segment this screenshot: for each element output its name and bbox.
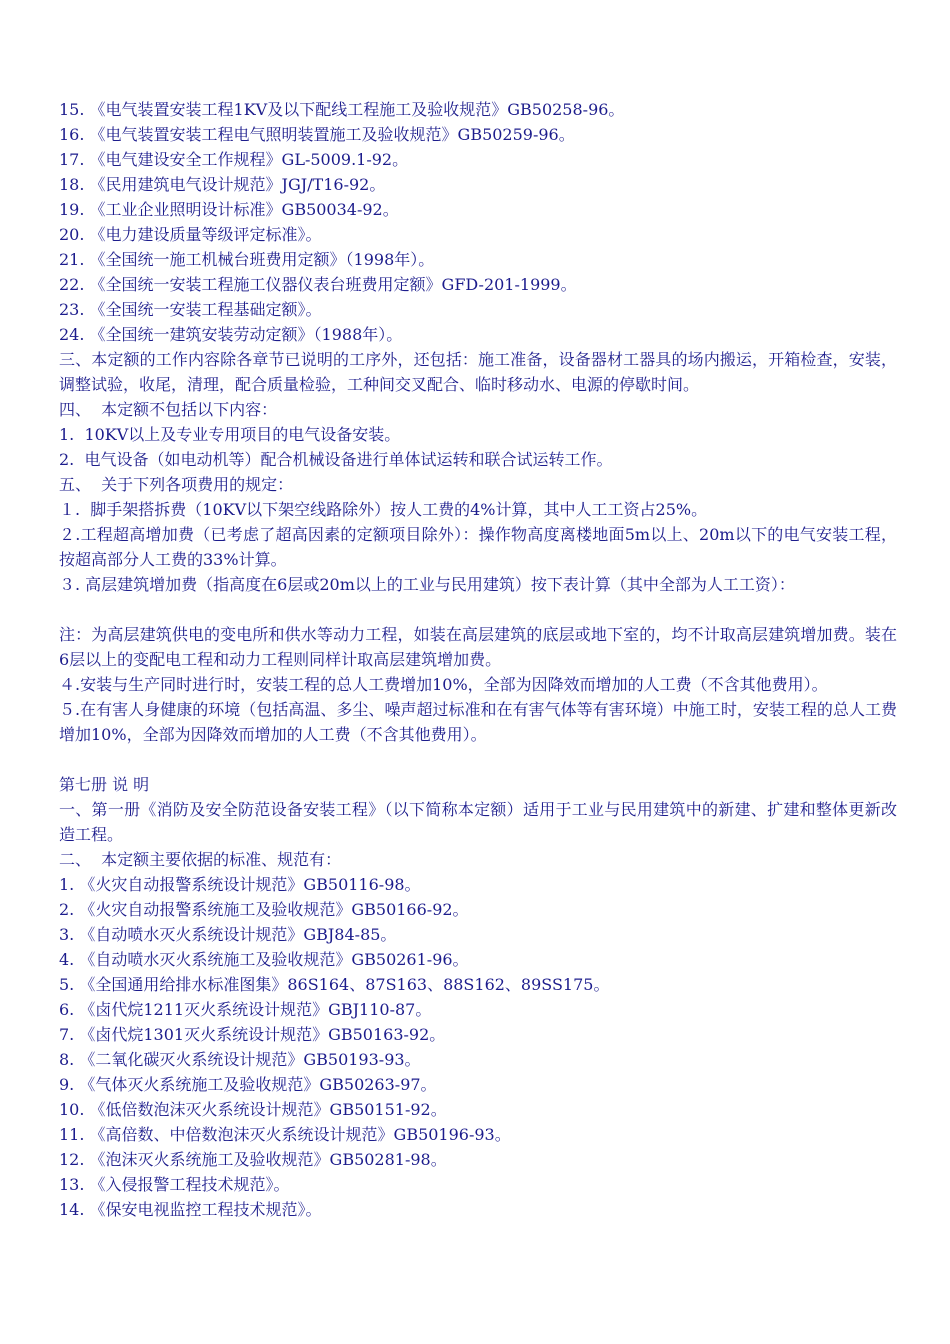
reference-item: 20. 《电力建设质量等级评定标准》。: [59, 225, 322, 244]
section-b-clause-1: 一、第一册《消防及安全防范设备安装工程》（以下简称本定额）适用于工业与民用建筑中的新建、扩建和整体更新改造工程。: [59, 800, 897, 844]
clause-5-title: 五、 关于下列各项费用的规定：: [59, 475, 294, 494]
reference-item: 24. 《全国统一建筑安装劳动定额》（1988年）。: [59, 325, 403, 344]
standard-item: 1. 《火灾自动报警系统设计规范》GB50116-98。: [59, 875, 421, 894]
fee-item-2: ２.工程超高增加费（已考虑了超高因素的定额项目除外）：操作物高度离楼地面5m以上、20m以下的电气安装工程，按超高部分人工费的33%计算。: [59, 525, 897, 569]
reference-item: 19. 《工业企业照明设计标准》GB50034-92。: [59, 200, 399, 219]
standard-item: 3. 《自动喷水灭火系统设计规范》GBJ84-85。: [59, 925, 397, 944]
standard-item: 10. 《低倍数泡沫灭火系统设计规范》GB50151-92。: [59, 1100, 447, 1119]
standard-item: 12. 《泡沫灭火系统施工及验收规范》GB50281-98。: [59, 1150, 447, 1169]
standard-item: 14. 《保安电视监控工程技术规范》。: [59, 1200, 322, 1219]
reference-item: 21. 《全国统一施工机械台班费用定额》（1998年）。: [59, 250, 435, 269]
standard-item: 8. 《二氧化碳灭火系统设计规范》GB50193-93。: [59, 1050, 421, 1069]
reference-item: 18. 《民用建筑电气设计规范》JGJ/T16-92。: [59, 175, 386, 194]
blank-line: [59, 597, 897, 622]
fee-item-3: ３. 高层建筑增加费（指高度在6层或20m以上的工业与民用建筑）按下表计算（其中全部为人工工资）：: [59, 575, 795, 594]
standard-item: 9. 《气体灭火系统施工及验收规范》GB50263-97。: [59, 1075, 437, 1094]
fee-item-1: １. 脚手架搭拆费（10KV以下架空线路除外）按人工费的4%计算，其中人工工资占25%。: [59, 500, 708, 519]
clause-4-title: 四、 本定额不包括以下内容：: [59, 400, 278, 419]
fee-item-5: ５.在有害人身健康的环境（包括高温、多尘、噪声超过标准和在有害气体等有害环境）中施工时，安装工程的总人工费增加10%，全部为因降效而增加的人工费（不含其他费用）。: [59, 700, 897, 744]
document-body: [59, 97, 897, 1222]
section-b-clause-2-title: 二、 本定额主要依据的标准、规范有：: [59, 850, 342, 869]
reference-item: 17. 《电气建设安全工作规程》GL-5009.1-92。: [59, 150, 409, 169]
standard-item: 13. 《入侵报警工程技术规范》。: [59, 1175, 290, 1194]
clause-3-paragraph: 三、本定额的工作内容除各章节已说明的工序外，还包括：施工准备，设备器材工器具的场内搬运，开箱检查，安装，调整试验，收尾，清理，配合质量检验，工种间交叉配合、临时移动水、电源的停歇时间。: [59, 350, 897, 394]
reference-item: 15. 《电气装置安装工程1KV及以下配线工程施工及验收规范》GB50258-96。: [59, 100, 625, 119]
standard-item: 11. 《高倍数、中倍数泡沫灭火系统设计规范》GB50196-93。: [59, 1125, 511, 1144]
reference-item: 16. 《电气装置安装工程电气照明装置施工及验收规范》GB50259-96。: [59, 125, 575, 144]
section-heading: 第七册 说 明: [59, 775, 150, 794]
standard-item: 4. 《自动喷水灭火系统施工及验收规范》GB50261-96。: [59, 950, 469, 969]
reference-item: 23. 《全国统一安装工程基础定额》。: [59, 300, 322, 319]
reference-item: 22. 《全国统一安装工程施工仪器仪表台班费用定额》GFD-201-1999。: [59, 275, 577, 294]
standard-item: 2. 《火灾自动报警系统施工及验收规范》GB50166-92。: [59, 900, 469, 919]
standard-item: 5. 《全国通用给排水标准图集》86S164、87S163、88S162、89SS175。: [59, 975, 610, 994]
standard-item: 7. 《卤代烷1301灭火系统设计规范》GB50163-92。: [59, 1025, 446, 1044]
fee-item-4: ４.安装与生产同时进行时，安装工程的总人工费增加10%，全部为因降效而增加的人工费（不含其他费用）。: [59, 675, 828, 694]
note-paragraph: 注：为高层建筑供电的变电所和供水等动力工程，如装在高层建筑的底层或地下室的，均不计取高层建筑增加费。装在6层以上的变配电工程和动力工程则同样计取高层建筑增加费。: [59, 625, 897, 669]
blank-line: [59, 747, 897, 772]
exclusion-item: 1. 10KV以上及专业专用项目的电气设备安装。: [59, 425, 401, 444]
exclusion-item: 2. 电气设备（如电动机等）配合机械设备进行单体试运转和联合试运转工作。: [59, 450, 613, 469]
standard-item: 6. 《卤代烷1211灭火系统设计规范》GBJ110-87。: [59, 1000, 432, 1019]
